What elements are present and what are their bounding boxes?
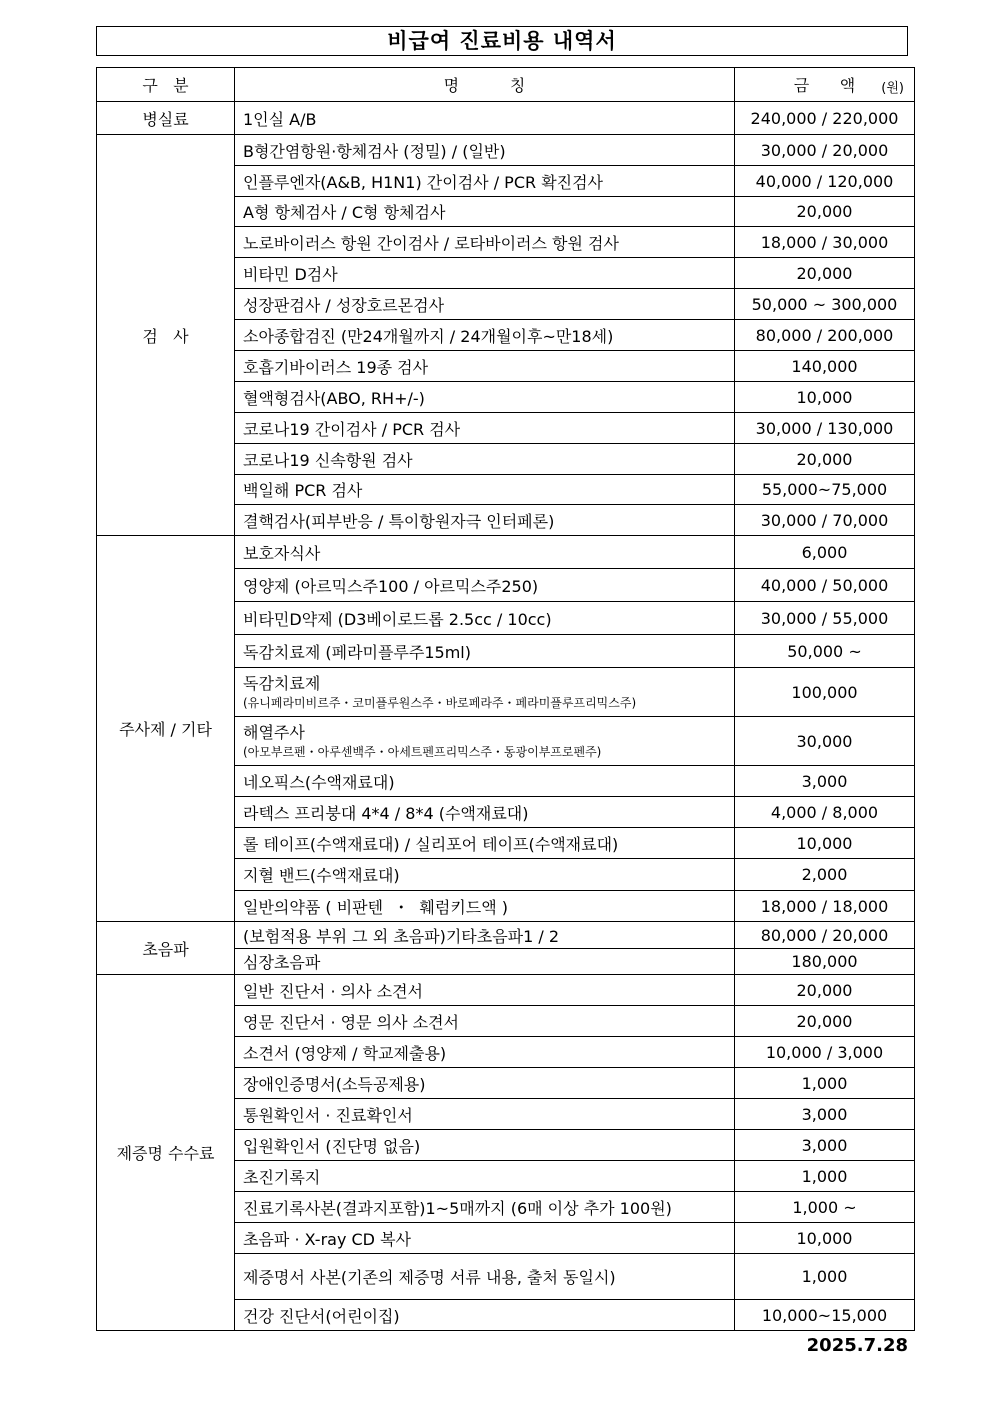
- item-name-cell: 입원확인서 (진단명 없음): [235, 1130, 735, 1161]
- item-name-cell: 일반 진단서 · 의사 소견서: [235, 975, 735, 1006]
- item-name-cell: 비타민D약제 (D3베이로드롭 2.5cc / 10cc): [235, 602, 735, 635]
- item-amount-cell: 50,000 ~ 300,000: [735, 289, 915, 320]
- item-amount-cell: 40,000 / 120,000: [735, 166, 915, 197]
- category-cell: 초음파: [97, 922, 235, 975]
- item-name-cell: 독감치료제 (페라미플루주15ml): [235, 635, 735, 668]
- item-amount-cell: 180,000: [735, 949, 915, 975]
- item-amount-cell: 40,000 / 50,000: [735, 569, 915, 602]
- item-amount-cell: 80,000 / 200,000: [735, 320, 915, 351]
- header-unit: (원): [881, 81, 904, 96]
- item-amount-cell: 1,000: [735, 1254, 915, 1300]
- item-name-cell: 라텍스 프리붕대 4*4 / 8*4 (수액재료대): [235, 797, 735, 828]
- item-amount-cell: 240,000 / 220,000: [735, 102, 915, 135]
- item-amount-cell: 2,000: [735, 859, 915, 891]
- item-name-cell: 소견서 (영양제 / 학교제출용): [235, 1037, 735, 1068]
- item-name-cell: 진료기록사본(결과지포함)1~5매까지 (6매 이상 추가 100원): [235, 1192, 735, 1223]
- item-amount-cell: 10,000 / 3,000: [735, 1037, 915, 1068]
- item-amount-cell: 30,000 / 20,000: [735, 135, 915, 166]
- item-amount-cell: 55,000~75,000: [735, 475, 915, 505]
- item-amount-cell: 30,000: [735, 717, 915, 766]
- item-name-cell: 노로바이러스 항원 간이검사 / 로타바이러스 항원 검사: [235, 227, 735, 258]
- item-name-cell: 초음파 · X-ray CD 복사: [235, 1223, 735, 1254]
- item-amount-cell: 10,000: [735, 382, 915, 413]
- item-name-cell: [235, 668, 735, 717]
- item-name-cell: 코로나19 신속항원 검사: [235, 444, 735, 475]
- category-cell: 검 사: [97, 135, 235, 536]
- table-row: [97, 922, 915, 949]
- item-amount-cell: 140,000: [735, 351, 915, 382]
- item-amount-cell: 20,000: [735, 975, 915, 1006]
- item-amount-cell: 80,000 / 20,000: [735, 922, 915, 949]
- item-amount-cell: 1,000 ~: [735, 1192, 915, 1223]
- table-row: [97, 135, 915, 166]
- item-name-cell: 통원확인서 · 진료확인서: [235, 1099, 735, 1130]
- category-cell: 제증명 수수료: [97, 975, 235, 1331]
- item-name-cell: 건강 진단서(어린이집): [235, 1300, 735, 1331]
- header-amount-label: 금 액: [793, 76, 856, 95]
- item-name-cell: 네오픽스(수액재료대): [235, 766, 735, 797]
- item-amount-cell: 10,000: [735, 1223, 915, 1254]
- fee-table: [96, 67, 915, 1331]
- item-amount-cell: 10,000: [735, 828, 915, 859]
- item-amount-cell: 20,000: [735, 258, 915, 289]
- item-name-cell: (보험적용 부위 그 외 초음파)기타초음파1 / 2: [235, 922, 735, 949]
- header-category: 구 분: [97, 68, 235, 102]
- item-name: 해열주사: [243, 723, 305, 742]
- header-amount: [735, 68, 915, 102]
- item-name-cell: 심장초음파: [235, 949, 735, 975]
- category-cell: 주사제 / 기타: [97, 536, 235, 922]
- item-name-cell: 결핵검사(피부반응 / 특이항원자극 인터페론): [235, 505, 735, 536]
- item-amount-cell: 100,000: [735, 668, 915, 717]
- item-note: (아모부르펜・아루센백주・아세트펜프리믹스주・동광이부프로펜주): [243, 745, 602, 759]
- item-name-cell: 영양제 (아르믹스주100 / 아르믹스주250): [235, 569, 735, 602]
- item-amount-cell: 3,000: [735, 1130, 915, 1161]
- page-title: 비급여 진료비용 내역서: [96, 26, 908, 56]
- item-amount-cell: 30,000 / 55,000: [735, 602, 915, 635]
- item-name-cell: 영문 진단서 · 영문 의사 소견서: [235, 1006, 735, 1037]
- category-cell: 병실료: [97, 102, 235, 135]
- item-name-cell: 롤 테이프(수액재료대) / 실리포어 테이프(수액재료대): [235, 828, 735, 859]
- item-amount-cell: 3,000: [735, 1099, 915, 1130]
- table-body: [97, 102, 915, 1331]
- document-date: 2025.7.28: [806, 1335, 908, 1356]
- item-name-cell: 제증명서 사본(기존의 제증명 서류 내용, 출처 동일시): [235, 1254, 735, 1300]
- item-amount-cell: 3,000: [735, 766, 915, 797]
- item-name-cell: B형간염항원·항체검사 (정밀) / (일반): [235, 135, 735, 166]
- item-name-cell: 초진기록지: [235, 1161, 735, 1192]
- item-name-cell: 호흡기바이러스 19종 검사: [235, 351, 735, 382]
- item-amount-cell: 20,000: [735, 444, 915, 475]
- item-name: 독감치료제: [243, 674, 321, 693]
- item-amount-cell: 10,000~15,000: [735, 1300, 915, 1331]
- item-amount-cell: 20,000: [735, 1006, 915, 1037]
- table-row: [97, 536, 915, 569]
- item-name-cell: 일반의약품 ( 비판텐 ・ 훼럼키드액 ): [235, 891, 735, 922]
- table-row: [97, 102, 915, 135]
- item-note: (유니페라미비르주・코미플루원스주・바로페라주・페라미플루프리믹스주): [243, 696, 637, 710]
- item-name-cell: 비타민 D검사: [235, 258, 735, 289]
- table-row: [97, 975, 915, 1006]
- item-name-cell: 성장판검사 / 성장호르몬검사: [235, 289, 735, 320]
- item-name-cell: 백일해 PCR 검사: [235, 475, 735, 505]
- item-amount-cell: 20,000: [735, 197, 915, 227]
- item-amount-cell: 18,000 / 18,000: [735, 891, 915, 922]
- item-name-cell: A형 항체검사 / C형 항체검사: [235, 197, 735, 227]
- header-name: 명 칭: [235, 68, 735, 102]
- item-name-cell: 인플루엔자(A&B, H1N1) 간이검사 / PCR 확진검사: [235, 166, 735, 197]
- item-name-cell: 보호자식사: [235, 536, 735, 569]
- table-header-row: [97, 68, 915, 102]
- item-name-cell: 지혈 밴드(수액재료대): [235, 859, 735, 891]
- item-amount-cell: 6,000: [735, 536, 915, 569]
- item-amount-cell: 1,000: [735, 1161, 915, 1192]
- item-amount-cell: 50,000 ~: [735, 635, 915, 668]
- item-name-cell: [235, 717, 735, 766]
- item-name-cell: 혈액형검사(ABO, RH+/-): [235, 382, 735, 413]
- item-amount-cell: 30,000 / 70,000: [735, 505, 915, 536]
- item-amount-cell: 18,000 / 30,000: [735, 227, 915, 258]
- item-name-cell: 코로나19 간이검사 / PCR 검사: [235, 413, 735, 444]
- item-name-cell: 장애인증명서(소득공제용): [235, 1068, 735, 1099]
- item-name-cell: 소아종합검진 (만24개월까지 / 24개월이후~만18세): [235, 320, 735, 351]
- item-amount-cell: 4,000 / 8,000: [735, 797, 915, 828]
- item-amount-cell: 1,000: [735, 1068, 915, 1099]
- item-name-cell: 1인실 A/B: [235, 102, 735, 135]
- item-amount-cell: 30,000 / 130,000: [735, 413, 915, 444]
